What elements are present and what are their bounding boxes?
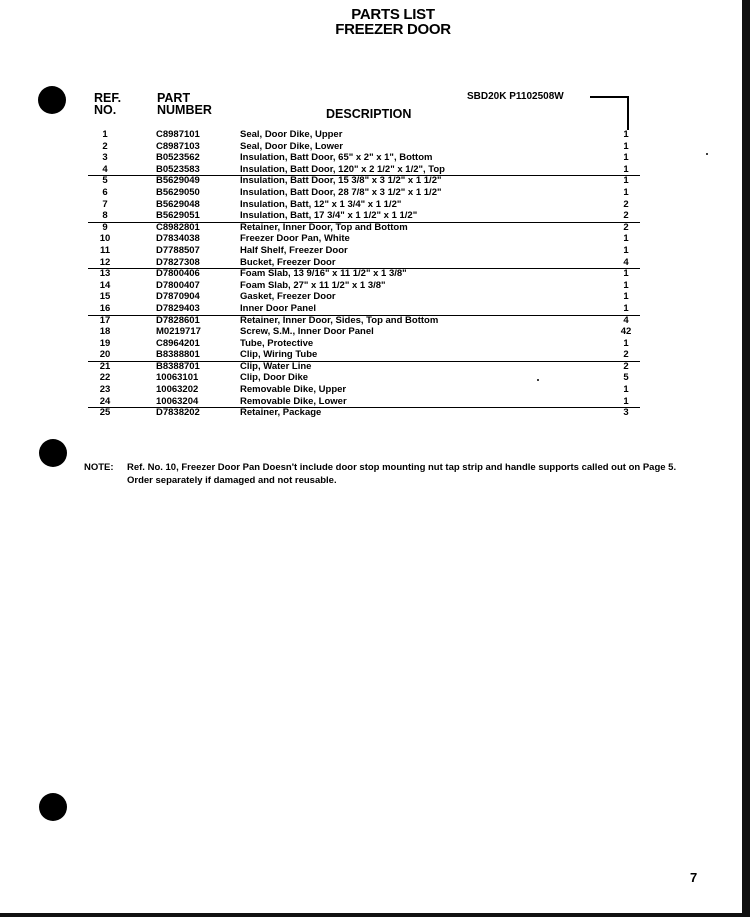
part-number: B5629049 <box>156 175 200 187</box>
table-row <box>0 326 742 338</box>
binder-hole <box>39 793 67 821</box>
part-number: C8987101 <box>156 129 200 140</box>
part-number: C8987103 <box>156 140 200 152</box>
table-row <box>0 396 742 408</box>
table-row <box>0 233 742 245</box>
binder-hole <box>38 86 66 114</box>
table-row <box>0 407 742 419</box>
quantity-bracket <box>590 96 628 98</box>
quantity: 4 <box>623 256 629 268</box>
part-description: Foam Slab, 27" x 11 1/2" x 1 3/8" <box>240 279 386 291</box>
part-number: B0523583 <box>156 163 200 175</box>
part-number: D7827308 <box>156 256 200 268</box>
page-title: PARTS LIST <box>351 6 435 23</box>
table-row <box>0 187 742 199</box>
part-description: Removable Dike, Lower <box>240 395 347 407</box>
quantity: 5 <box>623 372 629 384</box>
ref-number: 8 <box>102 210 108 222</box>
part-number: B5629051 <box>156 210 200 222</box>
ref-number: 18 <box>99 326 111 338</box>
table-row <box>0 361 742 373</box>
ref-number: 11 <box>99 244 111 256</box>
quantity: 1 <box>623 384 629 396</box>
ref-number: 9 <box>102 221 108 233</box>
part-number: 10063101 <box>156 372 199 384</box>
ref-number: 2 <box>102 140 108 152</box>
ref-number: 25 <box>99 407 111 419</box>
quantity: 1 <box>623 337 629 349</box>
part-description: Insulation, Batt Door, 120" x 2 1/2" x 1/2", Top <box>240 163 445 175</box>
quantity: 2 <box>623 221 629 233</box>
col-header-part-number: NUMBER <box>157 103 212 117</box>
note-label: NOTE: <box>84 462 114 473</box>
part-number: D7828601 <box>156 314 200 326</box>
quantity: 1 <box>623 140 629 152</box>
ref-number: 17 <box>99 314 111 326</box>
quantity: 2 <box>623 360 629 372</box>
quantity: 1 <box>623 244 629 256</box>
part-description: Retainer, Inner Door, Sides, Top and Bottom <box>240 314 439 326</box>
ref-number: 1 <box>102 129 108 140</box>
col-header-description: DESCRIPTION <box>326 107 412 121</box>
parts-table <box>0 129 742 419</box>
quantity-bracket <box>627 96 629 130</box>
ref-number: 24 <box>99 395 111 407</box>
table-row <box>0 372 742 384</box>
part-description: Bucket, Freezer Door <box>240 256 336 268</box>
part-number: D7788507 <box>156 244 200 256</box>
quantity: 1 <box>623 302 629 314</box>
page-number: 7 <box>690 870 698 885</box>
ref-number: 22 <box>99 372 111 384</box>
part-description: Clip, Water Line <box>240 360 312 372</box>
part-description: Insulation, Batt Door, 15 3/8" x 3 1/2" x 1 1/2" <box>240 175 442 187</box>
part-description: Tube, Protective <box>240 337 314 349</box>
ref-number: 20 <box>99 349 111 361</box>
table-row <box>0 129 742 141</box>
part-number: D7800407 <box>156 279 200 291</box>
part-number: B8388701 <box>156 360 200 372</box>
part-number: D7838202 <box>156 407 200 419</box>
quantity: 1 <box>623 395 629 407</box>
quantity: 42 <box>620 326 632 338</box>
part-description: Seal, Door Dike, Upper <box>240 129 343 140</box>
note-text: Ref. No. 10, Freezer Door Pan Doesn't include door stop mounting nut tap strip and handle supports called out on Page 5. Order separately if damaged and not reusable. <box>127 462 677 486</box>
table-row <box>0 280 742 292</box>
table-row <box>0 164 742 176</box>
part-description: Retainer, Package <box>240 407 322 419</box>
quantity: 2 <box>623 210 629 222</box>
quantity: 3 <box>623 407 629 419</box>
part-description: Insulation, Batt Door, 65" x 2" x 1", Bottom <box>240 152 433 164</box>
table-row <box>0 349 742 361</box>
speck <box>706 153 708 155</box>
quantity: 2 <box>623 349 629 361</box>
group-divider <box>88 222 640 223</box>
table-row <box>0 315 742 327</box>
part-description: Inner Door Panel <box>240 302 317 314</box>
table-row <box>0 257 742 269</box>
part-description: Insulation, Batt Door, 28 7/8" x 3 1/2" x 1 1/2" <box>240 186 442 198</box>
ref-number: 6 <box>102 186 108 198</box>
quantity: 1 <box>623 279 629 291</box>
binder-hole <box>39 439 67 467</box>
ref-number: 3 <box>102 152 108 164</box>
col-header-ref: REF. <box>94 91 122 105</box>
table-row <box>0 141 742 153</box>
group-divider <box>88 407 640 408</box>
part-description: Clip, Wiring Tube <box>240 349 318 361</box>
ref-number: 14 <box>99 279 111 291</box>
group-divider <box>88 175 640 176</box>
part-number: 10063202 <box>156 384 199 396</box>
group-divider <box>88 315 640 316</box>
ref-number: 10 <box>99 233 111 245</box>
table-row <box>0 199 742 211</box>
part-number: M0219717 <box>156 326 201 338</box>
part-description: Clip, Door Dike <box>240 372 309 384</box>
quantity: 1 <box>623 233 629 245</box>
table-row <box>0 303 742 315</box>
part-description: Freezer Door Pan, White <box>240 233 350 245</box>
model-number: SBD20K P1102508W <box>467 91 564 102</box>
table-row <box>0 384 742 396</box>
quantity: 4 <box>623 314 629 326</box>
col-header-ref-no: NO. <box>94 103 117 117</box>
ref-number: 7 <box>102 198 108 210</box>
col-header-part: PART <box>157 91 191 105</box>
table-row <box>0 268 742 280</box>
part-description: Removable Dike, Upper <box>240 384 347 396</box>
speck <box>537 379 539 381</box>
part-description: Seal, Door Dike, Lower <box>240 140 343 152</box>
part-description: Screw, S.M., Inner Door Panel <box>240 326 374 338</box>
ref-number: 19 <box>99 337 111 349</box>
group-divider <box>88 361 640 362</box>
table-row <box>0 222 742 234</box>
quantity: 2 <box>623 198 629 210</box>
part-number: B5629048 <box>156 198 200 210</box>
part-number: D7800406 <box>156 268 200 280</box>
part-description: Insulation, Batt, 17 3/4" x 1 1/2" x 1 1/2" <box>240 210 418 222</box>
part-description: Foam Slab, 13 9/16" x 11 1/2" x 1 3/8" <box>240 268 407 280</box>
group-divider <box>88 268 640 269</box>
part-description: Insulation, Batt, 12" x 1 3/4" x 1 1/2" <box>240 198 402 210</box>
table-row <box>0 152 742 164</box>
quantity: 1 <box>623 163 629 175</box>
ref-number: 5 <box>102 175 108 187</box>
part-number: B0523562 <box>156 152 200 164</box>
quantity: 1 <box>623 291 629 303</box>
ref-number: 15 <box>99 291 111 303</box>
quantity: 1 <box>623 152 629 164</box>
table-row <box>0 245 742 257</box>
quantity: 1 <box>623 186 629 198</box>
ref-number: 13 <box>99 268 111 280</box>
table-row <box>0 338 742 350</box>
quantity: 1 <box>623 268 629 280</box>
quantity: 1 <box>623 129 629 140</box>
table-row <box>0 210 742 222</box>
part-description: Retainer, Inner Door, Top and Bottom <box>240 221 408 233</box>
ref-number: 21 <box>99 360 111 372</box>
part-number: C8964201 <box>156 337 200 349</box>
table-row <box>0 175 742 187</box>
ref-number: 12 <box>99 256 111 268</box>
ref-number: 23 <box>99 384 111 396</box>
part-number: D7870904 <box>156 291 200 303</box>
part-description: Half Shelf, Freezer Door <box>240 244 348 256</box>
part-number: D7834038 <box>156 233 200 245</box>
ref-number: 4 <box>102 163 108 175</box>
part-number: 10063204 <box>156 395 199 407</box>
part-number: D7829403 <box>156 302 200 314</box>
part-description: Gasket, Freezer Door <box>240 291 336 303</box>
quantity: 1 <box>623 175 629 187</box>
table-row <box>0 291 742 303</box>
page-subtitle: FREEZER DOOR <box>335 21 451 38</box>
part-number: B8388801 <box>156 349 200 361</box>
ref-number: 16 <box>99 302 111 314</box>
part-number: B5629050 <box>156 186 200 198</box>
part-number: C8982801 <box>156 221 200 233</box>
